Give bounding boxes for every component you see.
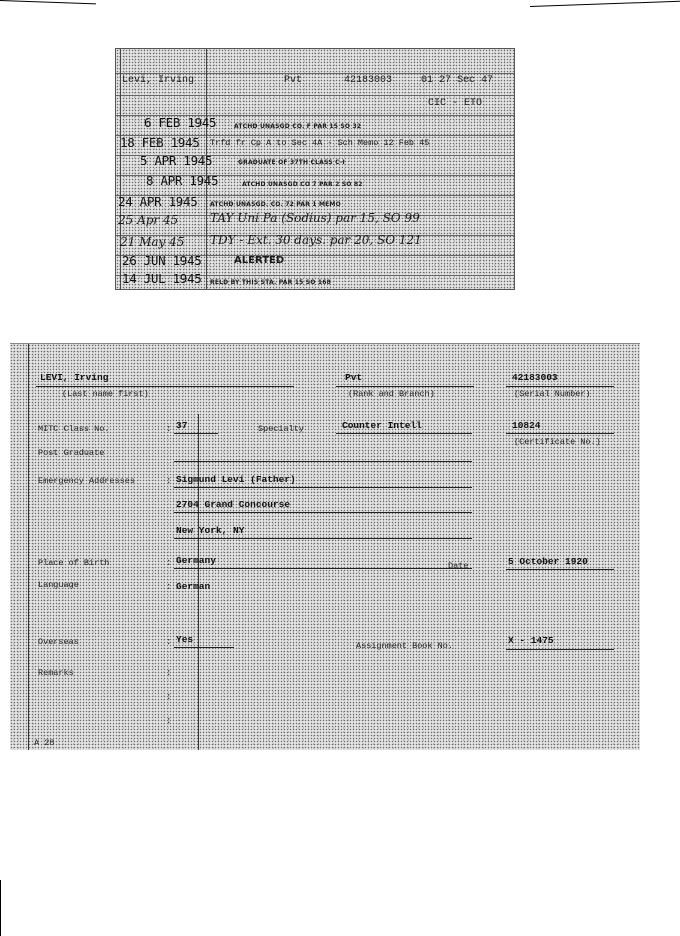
emergency-line-3: New York, NY xyxy=(176,525,245,536)
entry-date: 8 APR 1945 xyxy=(146,173,219,188)
class-code: 01 27 Sec 47 xyxy=(421,75,494,86)
entry-text: ALERTED xyxy=(234,255,285,266)
date-rule xyxy=(506,569,614,570)
remarks-label: Remarks xyxy=(38,668,74,678)
language-value: German xyxy=(176,581,211,592)
emergency-line-1: Sigmund Levi (Father) xyxy=(176,474,296,485)
overseas-value: Yes xyxy=(176,634,194,645)
entry-text: ATCHD UNASGD CO 7 PAR 2 SO 82 xyxy=(242,181,363,188)
entry-date: 18 FEB 1945 xyxy=(120,135,200,150)
soldier-name: Levi, Irving xyxy=(122,75,195,86)
serial-rule xyxy=(506,386,614,387)
overseas-rule xyxy=(174,647,234,648)
emergency-line-2: 2704 Grand Concourse xyxy=(176,499,291,510)
scan-edge-line xyxy=(530,1,680,7)
rank-value: Pvt xyxy=(345,372,363,383)
assignment-rule xyxy=(506,649,614,650)
personnel-card xyxy=(10,343,640,750)
specialty-rule xyxy=(336,433,472,434)
entry-text: ATCHD UNASGD CO. F PAR 15 SO 32 xyxy=(234,123,362,130)
header-rule xyxy=(116,73,514,74)
colon: : xyxy=(166,668,172,678)
colon: : xyxy=(166,637,172,647)
emergency-rule xyxy=(174,512,472,513)
entry-date: 21 May 45 xyxy=(120,235,185,249)
colon: : xyxy=(166,424,172,434)
form-code: A 28 xyxy=(34,738,55,748)
entry-date: 14 JUL 1945 xyxy=(122,271,202,286)
assignment-label: Assignment Book No. xyxy=(356,641,453,651)
colon: : xyxy=(166,582,172,592)
entry-date: 6 FEB 1945 xyxy=(144,115,217,130)
date-column-divider xyxy=(206,49,207,289)
entry-date: 26 JUN 1945 xyxy=(122,253,202,268)
margin-line xyxy=(28,344,29,750)
emergency-rule xyxy=(174,487,472,488)
class-value: 37 xyxy=(176,420,188,431)
certificate-label: (Certificate No.) xyxy=(514,437,601,447)
rank-rule xyxy=(336,386,474,387)
entry-text: GRADUATE OF 37TH CLASS C-I xyxy=(238,159,345,166)
emergency-label: Emergency Addresses xyxy=(38,476,135,486)
scan-edge-line xyxy=(0,0,96,4)
name-value: LEVI, Irving xyxy=(40,372,109,383)
entry-text: TAY Uni Pa (Sodius) par 15, SO 99 xyxy=(210,211,420,225)
specialty-value: Counter Intell xyxy=(342,420,422,431)
name-label: (Last name first) xyxy=(62,389,149,399)
colon: : xyxy=(166,476,172,486)
emergency-rule xyxy=(174,538,472,539)
margin-line xyxy=(120,49,121,289)
colon: : xyxy=(166,558,172,568)
overseas-label: Overseas xyxy=(38,637,79,647)
specialty-label: Specialty xyxy=(258,424,304,434)
birth-label: Place of Birth xyxy=(38,558,110,568)
birth-value: Germany xyxy=(176,555,216,566)
class-rule xyxy=(174,433,218,434)
post-graduate-label: Post Graduate xyxy=(38,448,105,458)
history-card xyxy=(115,48,515,290)
serial-label: (Serial Number) xyxy=(514,389,591,399)
rank-label: (Rank and Branch) xyxy=(348,389,435,399)
certificate-value: 10824 xyxy=(512,420,541,431)
scan-edge-line xyxy=(0,880,1,936)
assignment-value: X - 1475 xyxy=(508,635,554,646)
entry-date: 25 Apr 45 xyxy=(118,213,179,227)
name-rule xyxy=(36,386,294,387)
birth-rule xyxy=(174,568,472,569)
colon: : xyxy=(166,692,172,702)
class-label: MITC Class No. xyxy=(38,424,110,434)
entry-text: ATCHD UNASGD. CO. 72 PAR 1 MEMO xyxy=(210,201,341,208)
colon: : xyxy=(166,716,172,726)
entry-text: Trfd fr Cp A to Sec 4A - Sch Memo 12 Feb 45 xyxy=(210,138,430,148)
entry-text: TDY - Ext. 30 days. par 20, SO 121 xyxy=(210,233,422,247)
ruled-line xyxy=(116,95,514,96)
date-label: Date xyxy=(448,561,469,571)
entry-date: 24 APR 1945 xyxy=(118,194,198,209)
soldier-serial: 42183003 xyxy=(344,75,393,86)
post-graduate-rule xyxy=(174,461,472,462)
entry-date: 5 APR 1945 xyxy=(140,153,213,168)
serial-value: 42183003 xyxy=(512,372,558,383)
soldier-rank: Pvt xyxy=(284,75,303,86)
date-value: 5 October 1920 xyxy=(508,556,588,567)
cic-code: CIC - ETO xyxy=(428,98,483,109)
language-label: Language xyxy=(38,580,79,590)
entry-text: RELD BY THIS STA. PAR 15 SO 168 xyxy=(210,279,331,286)
certificate-rule xyxy=(506,433,614,434)
